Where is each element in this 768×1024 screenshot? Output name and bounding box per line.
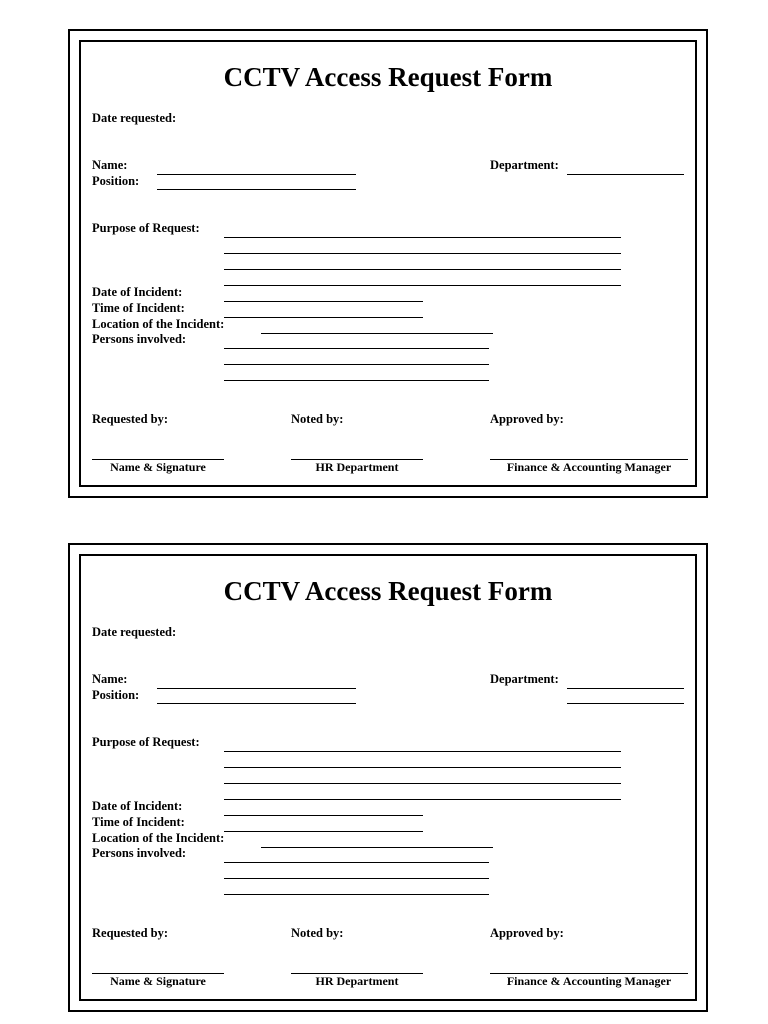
purpose-line-2[interactable]	[224, 767, 621, 768]
position-field[interactable]	[157, 703, 356, 704]
approved-by-label: Approved by:	[490, 926, 564, 940]
name-field[interactable]	[157, 174, 356, 175]
date-of-incident-label: Date of Incident:	[92, 799, 183, 813]
form-title: CCTV Access Request Form	[223, 576, 553, 606]
persons-involved-label: Persons involved:	[92, 332, 187, 346]
department-label: Department:	[490, 158, 559, 172]
persons-involved-line-3[interactable]	[224, 894, 489, 895]
persons-involved-line-3[interactable]	[224, 380, 489, 381]
requested-by-label: Requested by:	[92, 412, 169, 426]
requested-by-caption: Name & Signature	[110, 460, 206, 474]
requested-by-caption: Name & Signature	[110, 974, 206, 988]
location-of-incident-field[interactable]	[261, 847, 493, 848]
time-of-incident-field[interactable]	[224, 317, 423, 318]
persons-involved-line-2[interactable]	[224, 878, 489, 879]
form-border-2	[79, 554, 697, 1001]
purpose-line-3[interactable]	[224, 269, 621, 270]
form-border-1	[79, 40, 697, 487]
time-of-incident-field[interactable]	[224, 831, 423, 832]
noted-by-label: Noted by:	[291, 412, 344, 426]
noted-by-caption: HR Department	[315, 460, 399, 474]
form-card-1	[68, 29, 708, 498]
name-label: Name:	[92, 158, 128, 172]
purpose-line-4[interactable]	[224, 285, 621, 286]
approved-by-label: Approved by:	[490, 412, 564, 426]
position-label: Position:	[92, 688, 140, 702]
department-field-line-2[interactable]	[567, 703, 684, 704]
name-field[interactable]	[157, 688, 356, 689]
date-requested-label: Date requested:	[92, 111, 177, 125]
date-of-incident-field[interactable]	[224, 815, 423, 816]
purpose-line-2[interactable]	[224, 253, 621, 254]
date-requested-label: Date requested:	[92, 625, 177, 639]
approved-by-caption: Finance & Accounting Manager	[506, 460, 672, 474]
department-field[interactable]	[567, 174, 684, 175]
form-title: CCTV Access Request Form	[223, 62, 553, 92]
date-of-incident-label: Date of Incident:	[92, 285, 183, 299]
time-of-incident-label: Time of Incident:	[92, 815, 185, 829]
department-field[interactable]	[567, 688, 684, 689]
approved-by-caption: Finance & Accounting Manager	[506, 974, 672, 988]
location-of-incident-label: Location of the Incident:	[92, 831, 225, 845]
requested-by-label: Requested by:	[92, 926, 169, 940]
date-of-incident-field[interactable]	[224, 301, 423, 302]
purpose-line-1[interactable]	[224, 237, 621, 238]
position-field[interactable]	[157, 189, 356, 190]
purpose-label: Purpose of Request:	[92, 735, 200, 749]
persons-involved-line-1[interactable]	[224, 862, 489, 863]
purpose-line-4[interactable]	[224, 799, 621, 800]
department-label: Department:	[490, 672, 559, 686]
position-label: Position:	[92, 174, 140, 188]
location-of-incident-label: Location of the Incident:	[92, 317, 225, 331]
persons-involved-label: Persons involved:	[92, 846, 187, 860]
persons-involved-line-2[interactable]	[224, 364, 489, 365]
noted-by-label: Noted by:	[291, 926, 344, 940]
time-of-incident-label: Time of Incident:	[92, 301, 185, 315]
name-label: Name:	[92, 672, 128, 686]
form-card-2	[68, 543, 708, 1012]
purpose-line-3[interactable]	[224, 783, 621, 784]
persons-involved-line-1[interactable]	[224, 348, 489, 349]
location-of-incident-field[interactable]	[261, 333, 493, 334]
purpose-line-1[interactable]	[224, 751, 621, 752]
noted-by-caption: HR Department	[315, 974, 399, 988]
purpose-label: Purpose of Request:	[92, 221, 200, 235]
